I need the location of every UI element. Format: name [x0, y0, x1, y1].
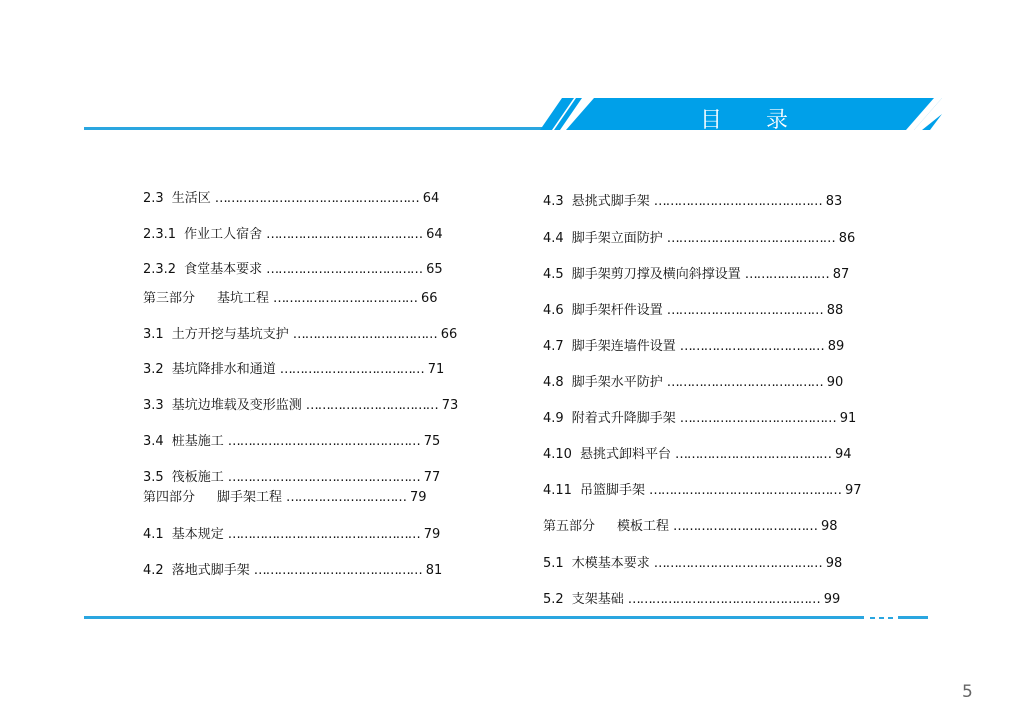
toc-entry	[543, 483, 862, 499]
toc-dots: …………………	[744, 267, 829, 282]
toc-dots: …………………………………	[679, 411, 836, 426]
toc-title: 基坑降排水和通道	[171, 362, 276, 377]
toc-title: 食堂基本要求	[184, 262, 263, 277]
toc-page: 75	[423, 434, 441, 449]
page-title: 目 录	[700, 108, 789, 133]
toc-number: 5.2	[543, 592, 564, 607]
toc-number: 第四部分	[143, 490, 196, 505]
toc-title: 木模基本要求	[571, 556, 650, 571]
toc-page: 81	[425, 563, 443, 578]
toc-page: 87	[832, 267, 850, 282]
toc-entry	[543, 267, 849, 283]
toc-entry	[543, 592, 840, 608]
toc-entry	[143, 327, 457, 343]
toc-page: 88	[826, 303, 844, 318]
toc-number: 3.1	[143, 327, 164, 342]
toc-page: 66	[421, 291, 438, 306]
toc-entry	[143, 191, 439, 207]
toc-number: 2.3	[143, 191, 164, 206]
toc-page: 99	[823, 592, 841, 607]
toc-dots: ……………………………………	[653, 556, 822, 571]
toc-title: 基本规定	[171, 527, 224, 542]
toc-number: 4.3	[543, 194, 564, 209]
toc-title: 土方开挖与基坑支护	[171, 327, 289, 342]
toc-title: 基坑边堆载及变形监测	[171, 398, 302, 413]
toc-title: 筏板施工	[171, 470, 224, 485]
footer-rule	[84, 616, 864, 619]
toc-entry	[143, 563, 442, 579]
toc-number: 3.3	[143, 398, 164, 413]
footer-dash-1	[870, 617, 875, 619]
toc-entry	[143, 362, 444, 378]
toc-entry	[543, 231, 855, 247]
toc-dots: ……………………………………	[653, 194, 822, 209]
toc-number: 2.3.2	[143, 262, 177, 277]
toc-number: 5.1	[543, 556, 564, 571]
toc-entry	[143, 262, 443, 278]
toc-title: 脚手架水平防护	[571, 375, 663, 390]
footer-dash-3	[888, 617, 893, 619]
toc-entry	[143, 490, 427, 506]
toc-number: 第三部分	[143, 291, 196, 306]
toc-number: 4.2	[143, 563, 164, 578]
toc-page: 73	[441, 398, 459, 413]
toc-page: 64	[426, 227, 443, 242]
toc-entry	[543, 375, 843, 391]
toc-number: 第五部分	[543, 519, 596, 534]
toc-title: 附着式升降脚手架	[571, 411, 676, 426]
toc-page: 94	[834, 447, 852, 462]
toc-number: 4.6	[543, 303, 564, 318]
toc-entry	[143, 434, 440, 450]
toc-number: 3.5	[143, 470, 164, 485]
toc-title: 悬挑式卸料平台	[579, 447, 671, 462]
page-number: 5	[962, 682, 973, 702]
toc-dots: ……………………………	[305, 398, 438, 413]
toc-entry	[143, 527, 440, 543]
toc-title: 模板工程	[617, 519, 670, 534]
toc-page: 83	[825, 194, 843, 209]
toc-page: 98	[825, 556, 843, 571]
toc-number: 4.8	[543, 375, 564, 390]
toc-dots: …………………………………	[266, 262, 423, 277]
header-rule	[84, 127, 544, 130]
toc-entry	[143, 291, 438, 307]
toc-title: 脚手架杆件设置	[571, 303, 663, 318]
toc-page: 66	[440, 327, 458, 342]
toc-entry	[543, 447, 852, 463]
toc-number: 4.5	[543, 267, 564, 282]
toc-number: 4.7	[543, 339, 564, 354]
toc-title: 支架基础	[571, 592, 624, 607]
toc-dots: …………………………………	[674, 447, 831, 462]
toc-entry	[143, 470, 440, 486]
toc-page: 65	[426, 262, 443, 277]
toc-title: 脚手架剪刀撑及横向斜撑设置	[571, 267, 741, 282]
toc-entry	[543, 303, 843, 319]
toc-page: 98	[821, 519, 838, 534]
toc-page: 64	[422, 191, 440, 206]
toc-entry	[543, 411, 856, 427]
footer-dash-2	[879, 617, 884, 619]
toc-dots: …………………………………………	[648, 483, 841, 498]
toc-title: 脚手架工程	[217, 490, 283, 505]
toc-number: 2.3.1	[143, 227, 177, 242]
toc-dots: ………………………………	[673, 519, 818, 534]
toc-title: 悬挑式脚手架	[571, 194, 650, 209]
toc-dots: ………………………………	[279, 362, 424, 377]
toc-number: 3.4	[143, 434, 164, 449]
toc-dots: …………………………………	[266, 227, 423, 242]
toc-dots: ………………………………	[273, 291, 418, 306]
toc-number: 4.1	[143, 527, 164, 542]
toc-dots: ………………………………	[679, 339, 824, 354]
toc-page: 79	[423, 527, 441, 542]
toc-page: 86	[838, 231, 856, 246]
toc-number: 3.2	[143, 362, 164, 377]
toc-entry	[543, 519, 838, 535]
toc-entry	[543, 339, 844, 355]
toc-dots: ……………………………………………	[214, 191, 419, 206]
toc-entry	[143, 398, 458, 414]
toc-dots: …………………………………………	[227, 470, 420, 485]
toc-page: 89	[827, 339, 845, 354]
toc-entry	[143, 227, 443, 243]
toc-title: 脚手架连墙件设置	[571, 339, 676, 354]
toc-number: 4.11	[543, 483, 572, 498]
toc-title: 桩基施工	[171, 434, 224, 449]
toc-dots: ………………………………	[292, 327, 437, 342]
toc-page: 90	[826, 375, 844, 390]
toc-title: 脚手架立面防护	[571, 231, 663, 246]
toc-number: 4.10	[543, 447, 572, 462]
toc-title: 基坑工程	[217, 291, 270, 306]
toc-page: 71	[427, 362, 445, 377]
toc-dots: …………………………	[286, 490, 407, 505]
toc-dots: ……………………………………	[253, 563, 422, 578]
toc-dots: …………………………………………	[227, 527, 420, 542]
toc-entry	[543, 556, 842, 572]
toc-page: 79	[410, 490, 427, 505]
footer-dashes	[870, 614, 930, 622]
toc-page: 91	[839, 411, 857, 426]
toc-title: 吊篮脚手架	[579, 483, 645, 498]
toc-title: 落地式脚手架	[171, 563, 250, 578]
toc-title: 生活区	[171, 191, 211, 206]
toc-dots: …………………………………	[666, 303, 823, 318]
toc-number: 4.9	[543, 411, 564, 426]
toc-page: 97	[844, 483, 862, 498]
footer-dash-4	[898, 616, 928, 619]
toc-title: 作业工人宿舍	[184, 227, 263, 242]
toc-dots: …………………………………………	[227, 434, 420, 449]
toc-dots: ……………………………………	[666, 231, 835, 246]
toc-dots: …………………………………	[666, 375, 823, 390]
toc-number: 4.4	[543, 231, 564, 246]
toc-page: 77	[423, 470, 441, 485]
toc-dots: …………………………………………	[627, 592, 820, 607]
toc-entry	[543, 194, 842, 210]
